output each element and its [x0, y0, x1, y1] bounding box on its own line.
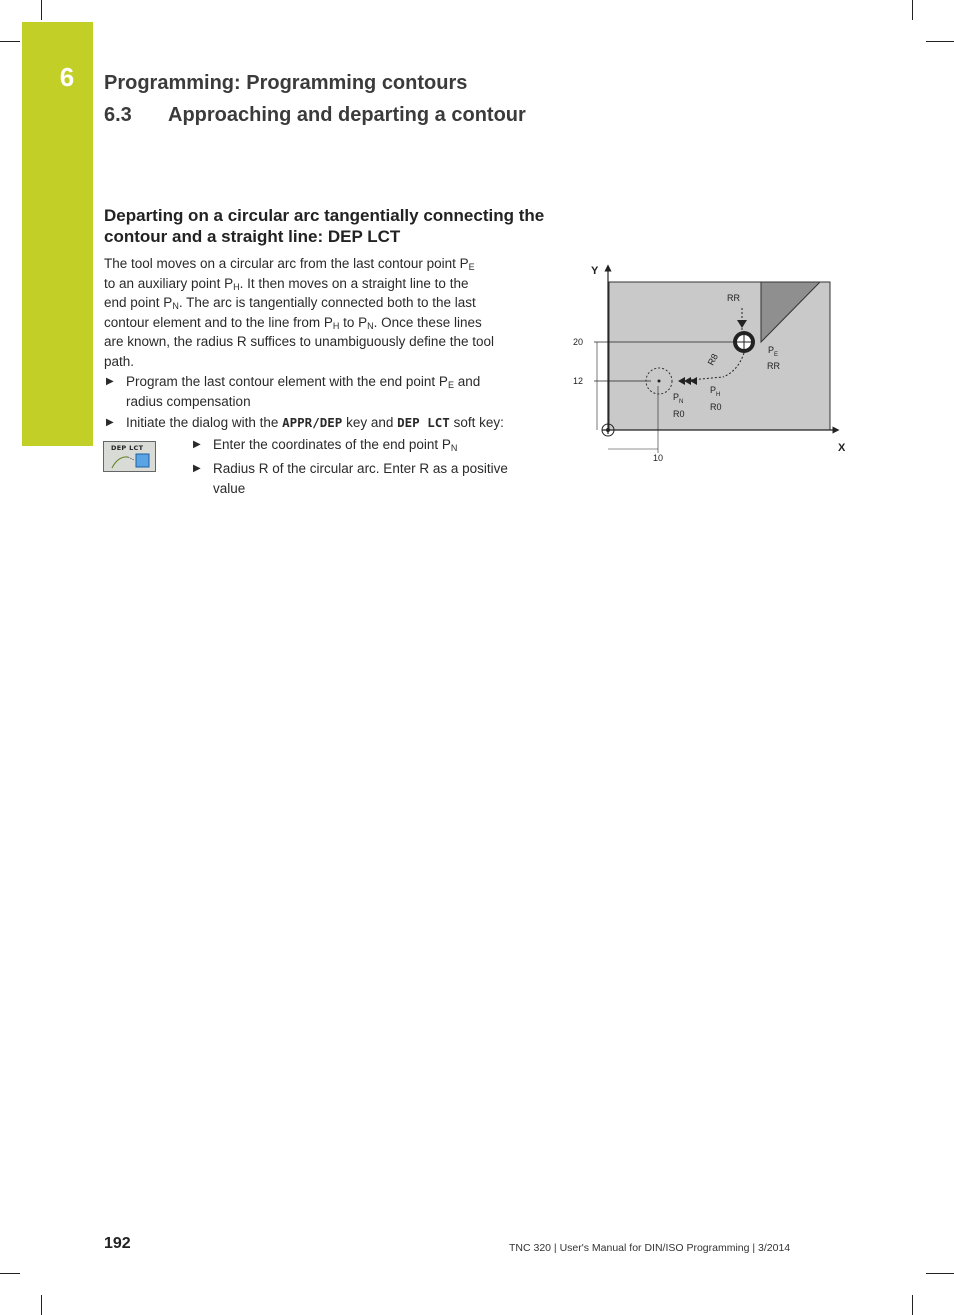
crop-mark: [912, 0, 913, 20]
chapter-number: 6: [59, 62, 75, 92]
step-4: ▶ Radius R of the circular arc. Enter R as a positive value: [193, 461, 508, 496]
tick-y-12: 12: [573, 376, 584, 386]
step-2: ▶ Initiate the dialog with the APPR/DEP key and DEP LCT soft key:: [106, 413, 556, 433]
intro-paragraph: The tool moves on a circular arc from the last contour point $P_E$ to an auxiliary point $P_H$. It then moves on a straight line to the end point $P_N$. The arc is tangentially connected both to the last contour element and to the line from $P_H$ to $P_N$. Once these lines are known, the radius R suffices to unambiguously define the tool path.: [104, 256, 494, 369]
section-heading: Departing on a circular arc tangentially connecting the contour and a straight line: DEP LCT: [104, 206, 545, 246]
pn-label: $P_N$: [673, 392, 684, 405]
bullet-triangle-icon: ▶: [106, 376, 114, 387]
crop-mark: [912, 1295, 913, 1315]
crop-mark: [0, 1273, 20, 1274]
tick-x-10: 10: [653, 453, 664, 463]
y-axis-label: Y: [591, 265, 599, 277]
chapter-title: Programming: Programming contours: [104, 72, 468, 94]
rr-top-label: RR: [727, 293, 740, 303]
tick-y-20: 20: [573, 337, 584, 347]
crop-mark: [41, 1295, 42, 1315]
ph-label: $P_H$: [710, 385, 721, 398]
radius-label: R8: [705, 352, 720, 367]
x-axis-label: X: [838, 442, 846, 454]
pe-label: $P_E$: [768, 345, 779, 358]
dep-lct-diagram: [566, 256, 856, 466]
step-3: ▶ Enter the coordinates of the end point $P_N$: [193, 437, 458, 453]
dep-lct-softkey[interactable]: [103, 441, 156, 472]
crop-mark: [926, 1273, 954, 1274]
bullet-triangle-icon: ▶: [193, 463, 201, 474]
appr-dep-key: APPR/DEP: [282, 415, 343, 430]
crop-mark: [0, 41, 20, 42]
dep-lct-key-ref: DEP LCT: [397, 415, 450, 430]
section-number: 6.3: [104, 104, 132, 126]
section-title-text: Approaching and departing a contour: [168, 104, 526, 126]
arc-line-softkey-icon: [104, 442, 157, 473]
pe-comp-label: RR: [767, 361, 780, 371]
section-title: [104, 104, 526, 127]
bullet-triangle-icon: ▶: [193, 439, 201, 450]
tool-icon: [733, 331, 755, 353]
crop-mark: [926, 41, 954, 42]
footer-manual: TNC 320 | User's Manual for DIN/ISO Programming | 3/2014: [509, 1242, 791, 1254]
step-1: ▶ Program the last contour element with the end point $P_E$ and radius compensation: [106, 374, 481, 409]
ph-comp-label: R0: [710, 402, 722, 412]
softkey-label: DEP LCT: [111, 444, 144, 452]
page-number: 192: [104, 1235, 131, 1252]
crop-mark: [41, 0, 42, 20]
pn-comp-label: R0: [673, 409, 685, 419]
bullet-triangle-icon: ▶: [106, 417, 114, 428]
